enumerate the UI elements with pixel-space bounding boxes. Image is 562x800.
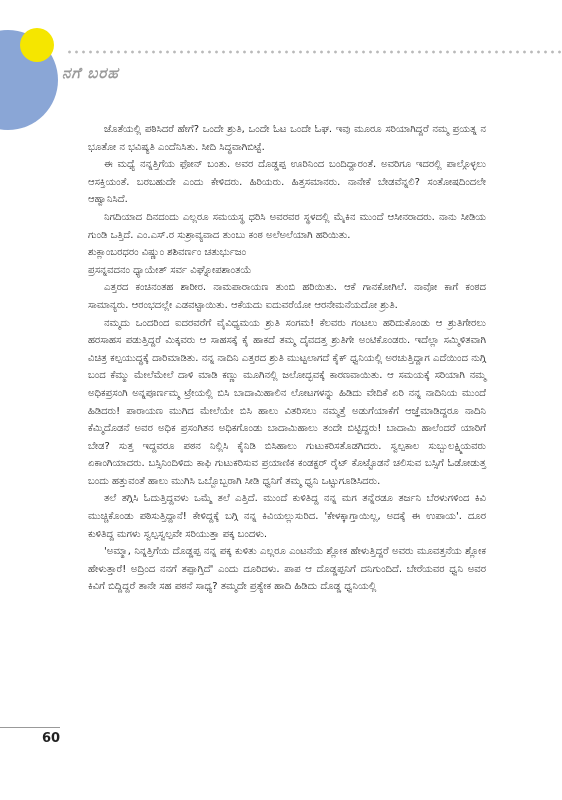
section-title: ನಗೆ ಬರಹ xyxy=(62,64,119,82)
paragraph: ನಮ್ಮದು ಒಂದರಿಂದ ಐದರವರೆಗೆ ವೈವಿಧ್ಯಮಯ ಶ್ರುತಿ ಸಂಗಮ! ಕೆಲವರು ಗಂಟಲು ಹರಿದುಕೊಂಡು ಆ ಶ್ರುತಿಗೇರಲು ಹರಸಾಹಸ ಪಡುತ್ತಿದ್ದರೆ ಮಿಕ್ಕವರು ಆ ಸಾಹಸಕ್ಕೆ ಕೈ ಹಾಕದೆ ತಮ್ಮ ದೈವದತ್ತ ಶ್ರುತಿಗೇ ಅಂಟಿಕೊಂಡರು. ಇದೆಲ್ಲಾ ಸಮ್ಮಿಳಿತವಾಗಿ ವಿಚಿತ್ರ ಕಲ್ಪಯುದ್ಧಕ್ಕೆ ದಾರಿಮಾಡಿತು. ನನ್ನ ನಾದಿನಿ ಎತ್ತರದ ಶ್ರುತಿ ಮುಟ್ಟಲಾಗದೆ ಕೈಕ್ ಧ್ವನಿಯಲ್ಲಿ ಅರಚುತ್ತಿದ್ದಾಗ ಎದೆಯಿಂದ ನುಗ್ಗಿ ಬಂದ ಕೆಮ್ಮು ಮೇಲೆಮೇಲೆ ದಾಳಿ ಮಾಡಿ ಕಣ್ಣು ಮೂಗಿನಲ್ಲಿ ಜಲೋದ್ಭವಕ್ಕೆ ಕಾರಣವಾಯಿತು. ಆ ಸಮಯಕ್ಕೆ ಸರಿಯಾಗಿ ನಮ್ಮ ಅಧಿಕಪ್ರಸಂಗಿ ಅನ್ನಪೂರ್ಣಮ್ಮ ಟ್ರೇಯಲ್ಲಿ ಬಿಸಿ ಬಾದಾಮಿಹಾಲಿನ ಲೋಟಗಳನ್ನು ಹಿಡಿದು ವೇದಿಕೆ ಏರಿ ನನ್ನ ನಾದಿನಿಯ ಮುಂದೆ ಹಿಡಿದರು! ಪಾರಾಯಣ ಮುಗಿದ ಮೇಲೆಯೇ ಬಿಸಿ ಹಾಲು ವಿತರಿಸಲು ನಮ್ಮತ್ತೆ ಅಡುಗೆಯಾಕೆಗೆ ಆಜ್ಞೆಮಾಡಿದ್ದರೂ ನಾದಿನಿ ಕೆಮ್ಮಿದೊಡನೆ ಅವರ ಅಧಿಕ ಪ್ರಸಂಗಿತನ ಅಧಿಕಗೊಂಡು ಬಾದಾಮಿಹಾಲು ತಂದೇ ಬಿಟ್ಟಿದ್ದರು! ಬಾದಾಮಿ ಹಾಲೆಂದರೆ ಯಾರಿಗೆ ಬೇಡ? ಸುತ್ತ ಇದ್ದವರೂ ಪಠನ ನಿಲ್ಲಿಸಿ ಕೈನಿಡಿ ಬಿಸಿಹಾಲು ಗುಟುಕರಿಸತೊಡಗಿದರು. ಸ್ವಲ್ಪಕಾಲ ಸುಬ್ಬುಲಕ್ಷ್ಮಿಯವರು ಏಕಾಂಗಿಯಾದರು. ಬಸ್ಸಿನಿಂದಿಳಿದು ಕಾಫಿ ಗುಟುಕರಿಸುವ ಪ್ರಯಾಣಿಕ ಕಂಡಕ್ಟರ್ ರೈಟ್ ಕೊಟ್ಟೊಡನೆ ಚಲಿಸುವ ಬಸ್ಸಿಗೆ ಓಡೋಡುತ್ತ ಬಂದು ಹತ್ತುವಂತೆ ಹಾಲು ಮುಗಿಸಿ ಒಬ್ಬೊಬ್ಬರಾಗಿ ಸೀಡಿ ಧ್ವನಿಗೆ ತಮ್ಮ ಧ್ವನಿ ಒಟ್ಟುಗೂಡಿಸಿದರು. xyxy=(88,317,486,487)
paragraph: ಈ ಮಧ್ಯೆ ನನ್ನತ್ತಿಗೆಯ ಫೋನ್ ಬಂತು. ಅವರ ದೊಡ್ಡಪ್ಪ ಊರಿನಿಂದ ಬಂದಿದ್ದಾರಂತೆ. ಅವರಿಗೂ ಇದರಲ್ಲಿ ಪಾಲ್ಗೊಳ್ಳಲು ಆಸಕ್ತಿಯಂತೆ. ಬರಬಹುದೇ ಎಂದು ಕೇಳಿದರು. ಹಿರಿಯರು. ಹಿತ್ತಸಮಾನರು. ನಾನೇಕೆ ಬೇಡವೆನ್ನಲಿ? ಸಂತೋಷದಿಂದಲೇ ಆಹ್ವಾನಿಸಿದೆ. xyxy=(88,159,486,206)
decorative-yellow-circle xyxy=(20,28,54,62)
article-body xyxy=(88,121,486,596)
paragraph: ಜೊತೆಯಲ್ಲಿ ಪಠಿಸಿದರೆ ಹೇಗೆ? ಒಂದೇ ಶ್ರುತಿ, ಒಂದೇ ಓಟ ಒಂದೇ ಓಘ. ಇವು ಮೂರೂ ಸರಿಯಾಗಿದ್ದರೆ ನಮ್ಮ ಪ್ರಯತ್ನ ನ ಭೂತೋ ನ ಭವಿಷ್ಯತಿ ಎಂದೆನಿಸಿತು. ಸೀದಿ ಸಿದ್ಧವಾಗಿಬಿಟ್ಟೆ. xyxy=(88,124,486,153)
verse-line: ಶುಕ್ಲಾಂಬರಧರಂ ವಿಷ್ಣುಂ ಶಶಿವರ್ಣಂ ಚತುರ್ಭುಜಂ xyxy=(88,247,247,259)
page-number: 60 xyxy=(42,731,61,746)
dotted-header-rule xyxy=(66,50,562,54)
footer-rule xyxy=(0,727,60,728)
paragraph: ತಲೆ ತಗ್ಗಿಸಿ ಓದುತ್ತಿದ್ದವಳು ಒಮ್ಮೆ ತಲೆ ಎತ್ತಿದೆ. ಮುಂದೆ ಕುಳಿತಿದ್ದ ನನ್ನ ಮಗ ತನ್ನೆರಡೂ ತರ್ಜನಿ ಬೆರಳುಗಳಿಂದ ಕಿವಿ ಮುಚ್ಚಿಕೊಂಡು ಪಠಿಸುತ್ತಿದ್ದಾನೆ! ಕೇಳಿದ್ದಕ್ಕೆ ಬಗ್ಗಿ ನನ್ನ ಕಿವಿಯಲ್ಲುಸುರಿದ. 'ಕೇಳಕ್ಕಾಗ್ತಾಯಿಲ್ಲ, ಅದಕ್ಕೆ ಈ ಉಪಾಯ'. ದೂರ ಕುಳಿತಿದ್ದ ಮಗಳು ಸ್ವಲ್ಪಸ್ವಲ್ಪವೇ ಸರಿಯುತ್ತಾ ಪಕ್ಕ ಬಂದಳು. xyxy=(88,493,486,540)
verse-line: ಪ್ರಸನ್ನವದನಂ ಧ್ಯಾಯೇತ್ ಸರ್ವ ವಿಘ್ನೋಪಶಾಂತಯೆ xyxy=(88,264,252,276)
paragraph: ನಿಗದಿಯಾದ ದಿನದಂದು ಎಲ್ಲರೂ ಸಮಯಸ್ಥ ಧರಿಸಿ ಅವರವರ ಸ್ಥಳದಲ್ಲಿ ಮೈಕಿನ ಮುಂದೆ ಆಸೀನರಾದರು. ನಾನು ಸೀಡಿಯ ಗುಂಡಿ ಒತ್ತಿದೆ. ಎಂ.ಎಸ್.ರ ಸುಶ್ರಾವ್ಯವಾದ ತುಂಬು ಕಂಠ ಅಲೆಅಲೆಯಾಗಿ ಹರಿಯಿತು. xyxy=(88,211,486,241)
paragraph: 'ಅಮ್ಮಾ, ನಿನ್ನತ್ತಿಗೆಯ ದೊಡ್ಡಪ್ಪ ನನ್ನ ಪಕ್ಕ ಕುಳಿತು ಎಲ್ಲರೂ ಎಂಟನೆಯ ಶ್ಲೋಕ ಹೇಳುತ್ತಿದ್ದರೆ ಅವರು ಮೂವತ್ತನೆಯ ಶ್ಲೋಕ ಹೇಳುತ್ತಾರೆ! ಅದ್ರಿಂದ ನನಗೆ ತಪ್ಪಾಗ್ತಿದೆ' ಎಂದು ದೂರಿದಳು. ಪಾಪ ಆ ದೊಡ್ಡಪ್ಪನಿಗೆ ದನಿಗುಂದಿದೆ. ಬೇರೆಯವರ ಧ್ವನಿ ಅವರ ಕಿವಿಗೆ ಬಿದ್ದಿದ್ದರೆ ತಾನೇ ಸಹ ಪಠನೆ ಸಾಧ್ಯ? ತಮ್ಮದೇ ಪ್ರತ್ಯೇಕ ಹಾದಿ ಹಿಡಿದು ದೊಡ್ಡ ಧ್ವನಿಯಲ್ಲಿ xyxy=(88,546,486,593)
paragraph: ಎತ್ತರದ ಕಂಚಿನಂತಹ ಶಾರೀರ. ನಾಮಪಾರಾಯಣ ತುಂಬಿ ಹರಿಯಿತು. ಆಕೆ ಗಾನಕೋಗಿಲೆ. ನಾವೋ ಕಾಗೆ ಕಂಠದ ಸಾಮಾನ್ಯರು. ಆರಂಭದಲ್ಲೇ ಎಡವಟ್ಟಾಯಿತು. ಆಕೆಯದು ಐದುವರೆಯೋ ಆರನೇಮನೆಯದೋ ಶ್ರುತಿ. xyxy=(88,282,486,311)
